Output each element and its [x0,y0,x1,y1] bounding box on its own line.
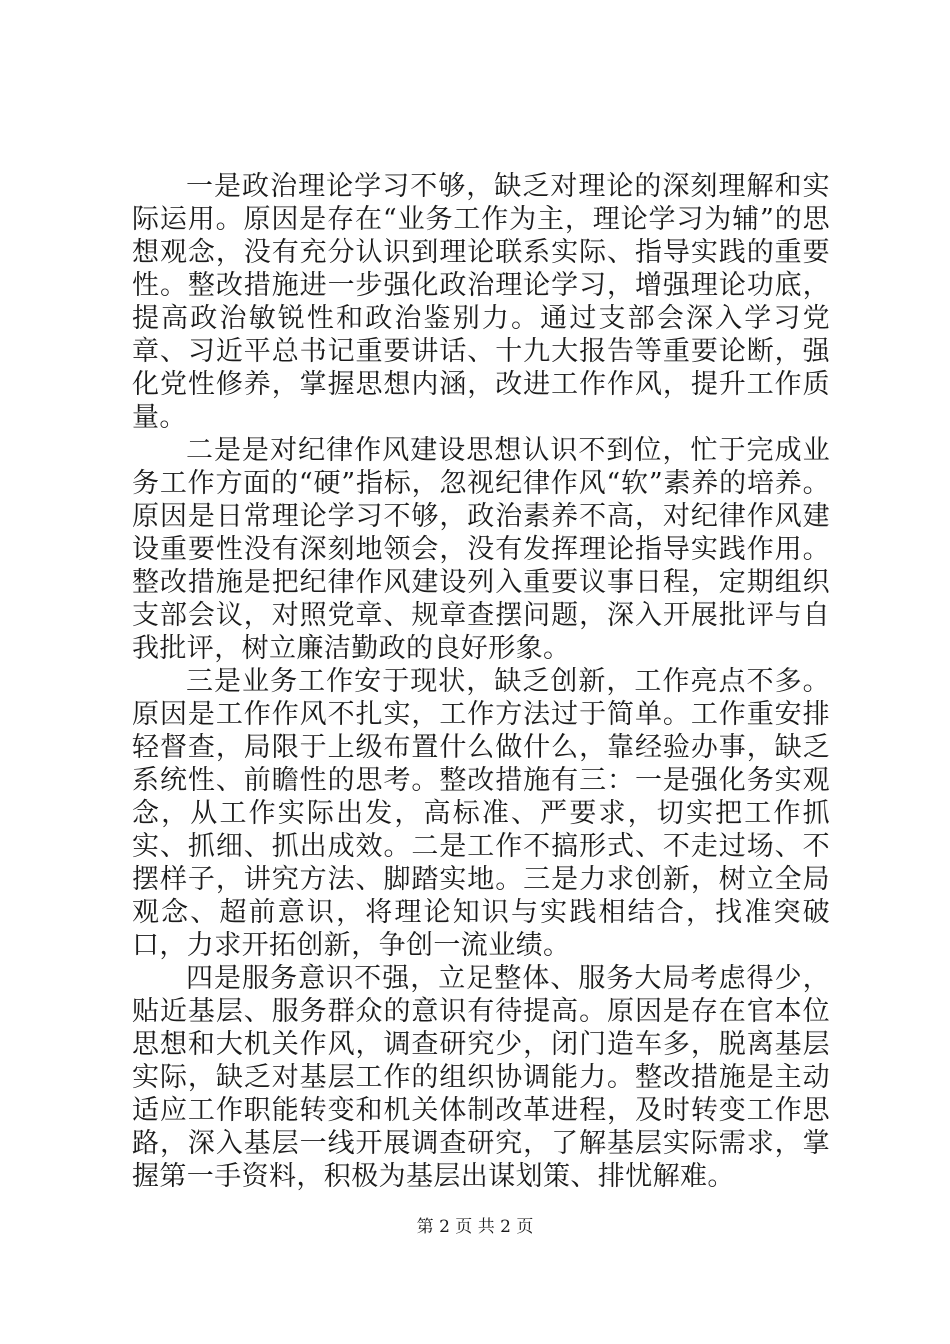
page-footer: 第 2 页 共 2 页 [416,1217,534,1237]
paragraph-2: 二是是对纪律作风建设思想认识不到位，忙于完成业务工作方面的“硬”指标，忽视纪律作风“软”素养的培养。原因是日常理论学习不够，政治素养不高，对纪律作风建设重要性没有深刻地领会，没有发挥理论指导实践作用。整改措施是把纪律作风建设列入重要议事日程，定期组织支部会议，对照党章、规章查摆问题，深入开展批评与自我批评，树立廉洁勤政的良好形象。 [132,435,830,664]
document-body [132,170,830,1193]
paragraph-1: 一是政治理论学习不够，缺乏对理论的深刻理解和实际运用。原因是存在“业务工作为主，理论学习为辅”的思想观念，没有充分认识到理论联系实际、指导实践的重要性。整改措施进一步强化政治理论学习，增强理论功底，提高政治敏锐性和政治鉴别力。通过支部会深入学习党章、习近平总书记重要讲话、十九大报告等重要论断，强化党性修养，掌握思想内涵，改进工作作风，提升工作质量。 [132,171,830,433]
paragraph-3: 三是业务工作安于现状，缺乏创新，工作亮点不多。原因是工作作风不扎实，工作方法过于简单。工作重安排轻督查，局限于上级布置什么做什么，靠经验办事，缺乏系统性、前瞻性的思考。整改措施有三：一是强化务实观念，从工作实际出发，高标准、严要求，切实把工作抓实、抓细、抓出成效。二是工作不搞形式、不走过场、不摆样子，讲究方法、脚踏实地。三是力求创新，树立全局观念、超前意识，将理论知识与实践相结合，找准突破口，力求开拓创新，争创一流业绩。 [132,666,830,961]
paragraph-4: 四是服务意识不强，立足整体、服务大局考虑得少，贴近基层、服务群众的意识有待提高。原因是存在官本位思想和大机关作风，调查研究少，闭门造车多，脱离基层实际，缺乏对基层工作的组织协调能力。整改措施是主动适应工作职能转变和机关体制改革进程，及时转变工作思路，深入基层一线开展调查研究，了解基层实际需求，掌握第一手资料，积极为基层出谋划策、排忧解难。 [132,963,830,1192]
